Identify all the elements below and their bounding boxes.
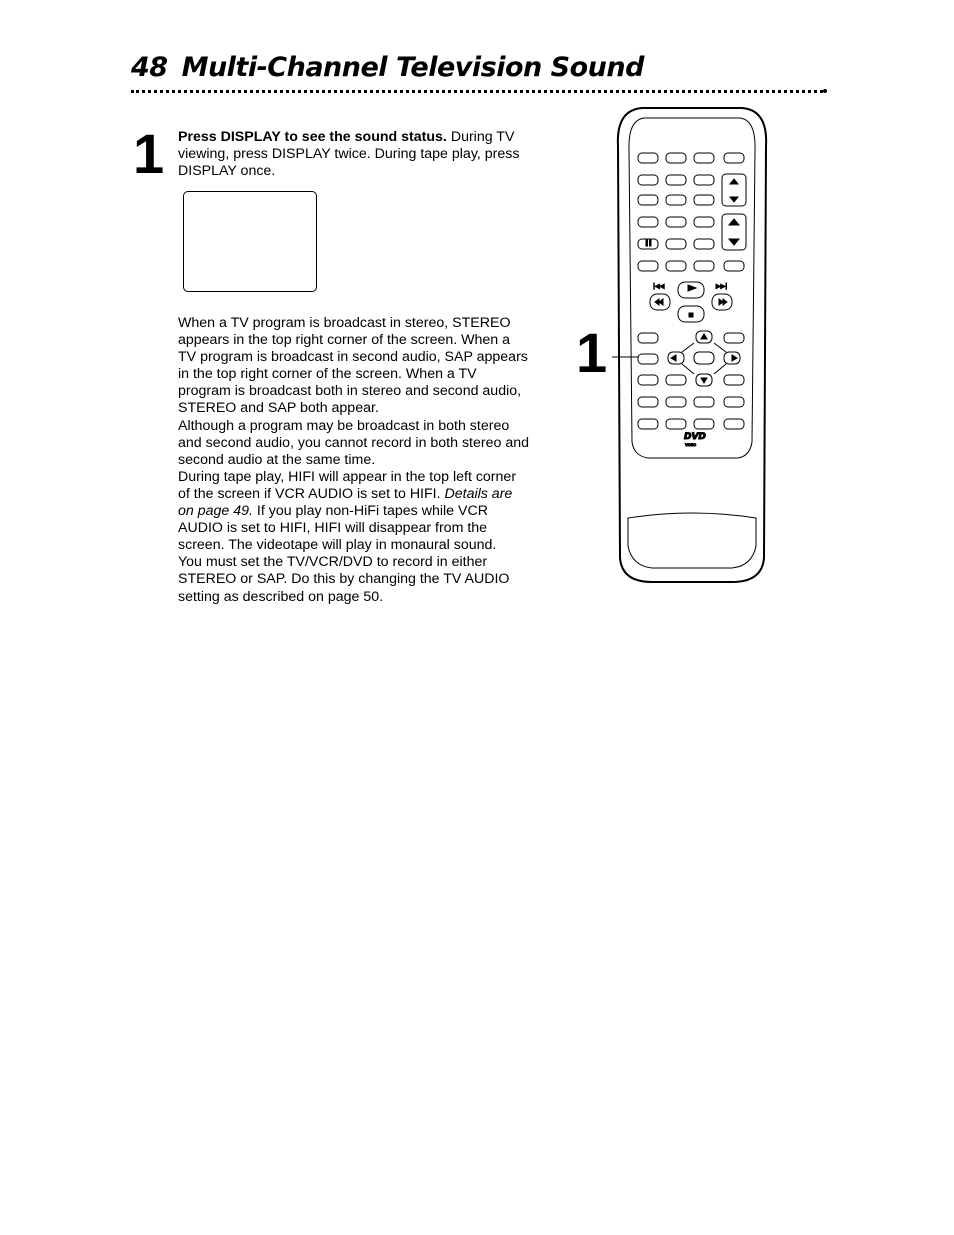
- remote-control-illustration: [612, 106, 772, 586]
- remote-button: [666, 239, 686, 249]
- dvd-logo: DVD: [684, 432, 706, 442]
- hifi-text-b: If you play non-HiFi tapes while VCR AUDIO is set to HIFI, HIFI will disappear from the screen. The videotape will play in monaural sound.: [178, 503, 497, 554]
- skip-back-icon: |◀◀: [653, 283, 665, 290]
- explanation-text: [178, 315, 530, 606]
- page-title: Multi-Channel Television Sound: [181, 52, 644, 83]
- hifi-page-reference: Details are on page 49.: [178, 485, 513, 520]
- pause-icon: [646, 240, 648, 246]
- remote-button: [638, 261, 658, 271]
- paragraph-stereo-sap: When a TV program is broadcast in stereo, STEREO appears in the top right corner of the screen. When a TV program is broadcast in second audio, SAP appears in the top right corner of the screen. When a TV program is broadcast both in stereo and second audio, STEREO and SAP both appear.: [178, 315, 528, 417]
- tv-screen-illustration: [183, 191, 317, 292]
- callout-number: 1: [576, 321, 608, 384]
- remote-button: [666, 217, 686, 227]
- remote-button: [724, 153, 744, 163]
- remote-button: [694, 175, 714, 185]
- remote-button: [694, 195, 714, 205]
- remote-button: [666, 261, 686, 271]
- remote-button: [638, 153, 658, 163]
- stop-icon: [689, 313, 693, 317]
- remote-button: [694, 153, 714, 163]
- remote-button: [694, 217, 714, 227]
- remote-bottom-panel: [628, 513, 756, 568]
- remote-button: [638, 397, 658, 407]
- remote-button: [694, 397, 714, 407]
- remote-button: [724, 261, 744, 271]
- remote-button: [666, 175, 686, 185]
- remote-button: [666, 419, 686, 429]
- dvd-logo-sub: VIDEO: [685, 443, 697, 447]
- remote-button: [638, 195, 658, 205]
- remote-button: [666, 375, 686, 385]
- page-header: [131, 50, 831, 86]
- step-instruction-bold: Press DISPLAY to see the sound status.: [178, 129, 447, 145]
- remote-button: [666, 195, 686, 205]
- step-instruction: [178, 129, 528, 180]
- header-dotted-rule: [131, 90, 823, 93]
- step-instruction-text: During TV viewing, press DISPLAY twice. During tape play, press DISPLAY once.: [178, 129, 520, 180]
- remote-button: [638, 333, 658, 343]
- display-button: [638, 354, 658, 364]
- paragraph-hifi: [178, 469, 530, 554]
- nav-center-button: [694, 352, 714, 364]
- remote-button: [724, 333, 744, 343]
- remote-button: [694, 239, 714, 249]
- remote-button: [694, 261, 714, 271]
- remote-button: [638, 375, 658, 385]
- skip-forward-icon: ▶▶|: [716, 283, 728, 290]
- remote-button: [694, 419, 714, 429]
- remote-button: [724, 375, 744, 385]
- remote-button: [666, 397, 686, 407]
- remote-button: [638, 419, 658, 429]
- remote-button: [638, 175, 658, 185]
- remote-button: [724, 419, 744, 429]
- step-number: 1: [133, 122, 165, 185]
- remote-button: [638, 217, 658, 227]
- hifi-text-a: During tape play, HIFI will appear in the top left corner of the screen if VCR AUDIO is set to HIFI.: [178, 468, 517, 502]
- page-number: 48: [131, 52, 168, 83]
- paragraph-recording-limit: Although a program may be broadcast in both stereo and second audio, you cannot record in both stereo and second audio at the same time.: [178, 417, 529, 468]
- paragraph-record-setting: You must set the TV/VCR/DVD to record in either STEREO or SAP. Do this by changing the TV AUDIO setting as described on page 50.: [178, 554, 510, 605]
- remote-button: [666, 153, 686, 163]
- remote-button: [724, 397, 744, 407]
